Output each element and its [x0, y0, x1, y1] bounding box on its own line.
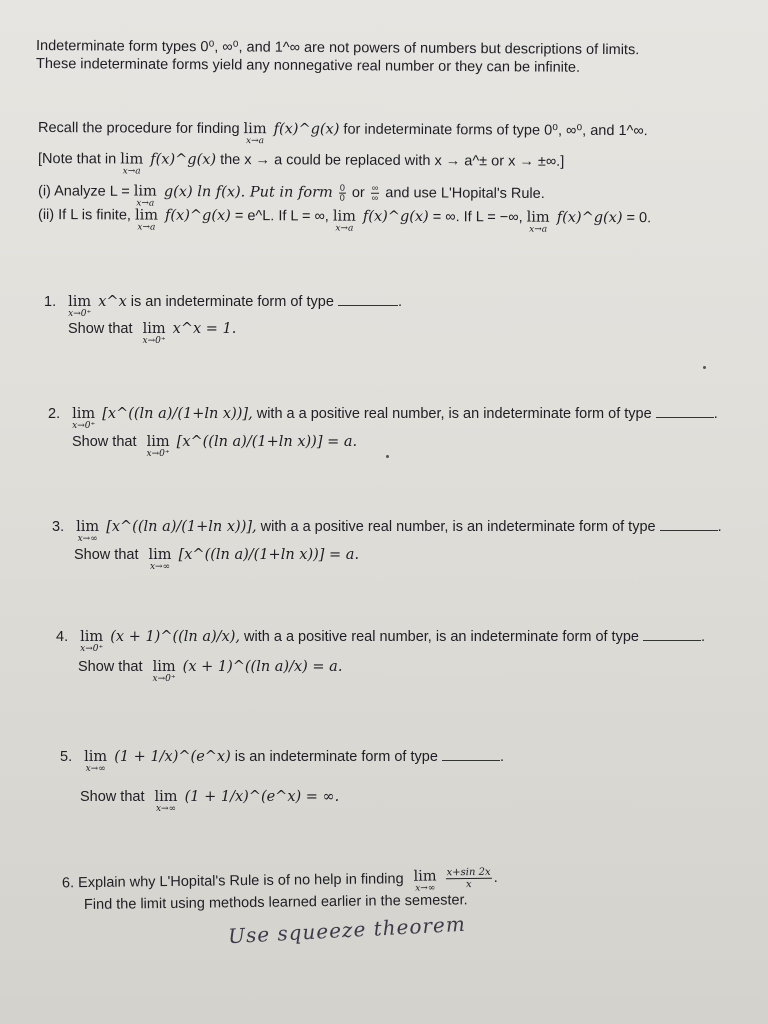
recall-text: Recall the procedure for finding — [37, 120, 240, 138]
step2-c: = ∞. If L = −∞, — [432, 209, 523, 226]
lim-word: lim — [133, 183, 157, 200]
problem-1-limit — [68, 293, 91, 319]
problem-4-text: with a a positive real number, is an indeterminate form of type — [244, 629, 639, 645]
inf-over-inf: $\frac{\infty}{\infty}$ — [371, 182, 379, 203]
lim-sub: x→0⁺ — [146, 449, 170, 459]
lim-word: lim — [413, 868, 437, 885]
problem-6-fraction — [446, 867, 492, 891]
frac-num: x+sin 2x — [446, 866, 491, 879]
problem-number: 4. — [56, 629, 69, 645]
lim-sub: x→a — [245, 136, 265, 147]
lim-word: lim — [526, 209, 550, 226]
problem-5: 5. lim x→∞ (1 + 1/x)^(e^x) is an indeterminate form of type . — [60, 749, 504, 774]
show-expr: (x + 1)^((ln a)/x) = a. — [182, 659, 343, 675]
step2-expr-2: f(x)^g(x) — [362, 208, 429, 226]
lim-word: lim — [68, 294, 92, 310]
step1-b: g(x) ln f(x). Put in form — [163, 183, 333, 201]
answer-blank[interactable] — [643, 639, 701, 641]
intro-line-2: These indeterminate forms yield any nonnegative real number or they can be infinite. — [35, 56, 581, 76]
note-mid: the x → a could be replaced with x → a^± or x → ±∞.] — [220, 151, 565, 170]
lim-word: lim — [72, 406, 96, 422]
show-label: Show that — [68, 321, 133, 337]
recall-tail: for indeterminate forms of type 0⁰, ∞⁰, and 1^∞. — [343, 121, 648, 140]
show-label: Show that — [78, 659, 143, 675]
problem-1-expr: x^x — [98, 294, 127, 310]
problem-5-show — [80, 788, 339, 814]
lim-sub: x→∞ — [415, 883, 436, 894]
answer-blank[interactable] — [338, 304, 398, 306]
recall-line — [38, 119, 648, 148]
show-limit — [147, 433, 170, 459]
step2-limit-2 — [333, 208, 356, 234]
answer-blank[interactable] — [442, 759, 500, 761]
lim-sub: x→a — [137, 222, 156, 233]
problem-2-show — [72, 433, 357, 459]
lim-sub: x→∞ — [149, 562, 171, 572]
step2-expr-3: f(x)^g(x) — [556, 209, 623, 227]
note-line — [38, 150, 564, 179]
problem-3-expr: [x^((ln a)/(1+ln x))], — [106, 519, 257, 535]
paper-speck — [386, 455, 389, 458]
problem-1-show — [68, 320, 236, 346]
zero-over-zero: $\frac{0}{0}$ — [339, 182, 345, 203]
problem-6: 6. Explain why L'Hopital's Rule is of no help in finding lim x→∞ $\frac{x+\sin 2x}{x}$ . — [61, 866, 498, 894]
problem-1: 1. lim x→0⁺ x^x is an indeterminate form of type . — [44, 294, 402, 319]
lim-word: lim — [148, 547, 172, 563]
show-limit — [153, 658, 176, 684]
problem-4-expr: (x + 1)^((ln a)/x), — [110, 629, 241, 645]
problem-5-limit — [84, 748, 107, 774]
problem-4: 4. lim x→0⁺ (x + 1)^((ln a)/x), with a a positive real number, is an indeterminate form of type . — [56, 629, 706, 654]
problem-3: 3. lim x→∞ [x^((ln a)/(1+ln x))], with a a positive real number, is an indeterminate form of type . — [52, 519, 722, 544]
step1-c: or — [351, 184, 365, 202]
step2-limit-1 — [135, 207, 158, 233]
step1-d: and use L'Hopital's Rule. — [385, 185, 545, 202]
show-limit — [155, 788, 178, 814]
lim-word: lim — [120, 151, 144, 168]
problem-3-text: with a a positive real number, is an indeterminate form of type — [260, 519, 656, 535]
lim-word: lim — [134, 207, 159, 224]
problem-number: 5. — [60, 749, 73, 765]
frac-den: x — [465, 878, 472, 891]
step1-a: (i) Analyze L = — [37, 183, 130, 200]
show-limit — [143, 320, 166, 346]
problem-number: 6. — [61, 875, 75, 892]
problem-3-limit — [76, 518, 99, 544]
problem-number: 3. — [52, 519, 65, 535]
problem-2-text: with a a positive real number, is an indeterminate form of type — [256, 406, 652, 422]
lim-sub: x→0⁺ — [80, 644, 104, 654]
answer-blank[interactable] — [660, 529, 718, 531]
recall-expr: f(x)^g(x) — [273, 121, 340, 138]
lim-word: lim — [84, 749, 108, 765]
lim-word: lim — [243, 121, 267, 138]
problem-4-show — [78, 658, 342, 684]
show-expr: x^x = 1. — [172, 321, 237, 337]
problem-6-text: Explain why L'Hopital's Rule is of no help in finding — [78, 871, 404, 892]
lim-word: lim — [152, 659, 176, 675]
lim-sub: x→a — [136, 198, 155, 209]
lim-sub: x→a — [122, 166, 141, 177]
lim-sub: x→0⁺ — [72, 421, 96, 431]
problem-2-limit — [72, 405, 95, 431]
step2-d: = 0. — [626, 210, 652, 227]
problem-6-limit — [414, 867, 437, 893]
recall-limit — [243, 120, 266, 146]
lim-sub: x→a — [335, 223, 354, 234]
lim-sub: x→0⁺ — [152, 674, 176, 684]
lim-word: lim — [332, 208, 356, 225]
step2-a: (ii) If L is finite, — [37, 207, 131, 224]
show-expr: [x^((ln a)/(1+ln x))] = a. — [178, 547, 360, 563]
show-label: Show that — [80, 789, 145, 805]
problem-5-expr: (1 + 1/x)^(e^x) — [114, 749, 231, 765]
lim-word: lim — [76, 519, 100, 535]
lim-sub: x→∞ — [77, 534, 98, 544]
problem-number: 2. — [48, 406, 61, 422]
lim-sub: x→0⁺ — [68, 309, 92, 319]
problem-3-show — [74, 546, 359, 572]
lim-word: lim — [142, 321, 166, 337]
show-expr: [x^((ln a)/(1+ln x))] = a. — [176, 434, 358, 450]
problem-number: 1. — [44, 294, 57, 310]
step-2-line — [38, 206, 651, 235]
show-label: Show that — [72, 434, 137, 450]
lim-word: lim — [80, 629, 104, 645]
step2-expr-1: f(x)^g(x) — [165, 207, 231, 225]
paper-speck — [703, 366, 706, 369]
lim-word: lim — [154, 789, 178, 805]
lim-sub: x→∞ — [155, 804, 177, 814]
note-open: [Note that in — [37, 151, 117, 168]
problem-2-expr: [x^((ln a)/(1+ln x))], — [102, 406, 253, 422]
step1-limit — [134, 183, 157, 209]
show-limit — [149, 546, 172, 572]
show-label: Show that — [74, 547, 139, 563]
problem-2: 2. lim x→0⁺ [x^((ln a)/(1+ln x))], with a a positive real number, is an indeterminate form of type . — [48, 406, 718, 431]
intro-line-1: Indeterminate form types 0⁰, ∞⁰, and 1^∞ are not powers of numbers but descriptions of limits. — [35, 38, 640, 59]
problem-4-limit — [80, 628, 103, 654]
lim-sub: x→∞ — [85, 764, 106, 774]
lim-word: lim — [146, 434, 170, 450]
step2-b: = e^L. If L = ∞, — [234, 208, 329, 225]
problem-6-line-2: Find the limit using methods learned earlier in the semester. — [83, 892, 468, 913]
problem-1-text: is an indeterminate form of type — [130, 294, 334, 310]
note-expr: f(x)^g(x) — [150, 151, 217, 168]
show-expr: (1 + 1/x)^(e^x) = ∞. — [184, 789, 340, 805]
handwritten-answer: Use squeeze theorem — [227, 911, 467, 949]
note-limit — [120, 150, 143, 176]
answer-blank[interactable] — [656, 416, 714, 418]
lim-sub: x→0⁺ — [142, 336, 166, 346]
step2-limit-3 — [527, 209, 550, 235]
problem-5-text: is an indeterminate form of type — [234, 749, 438, 765]
lim-sub: x→a — [529, 224, 548, 235]
